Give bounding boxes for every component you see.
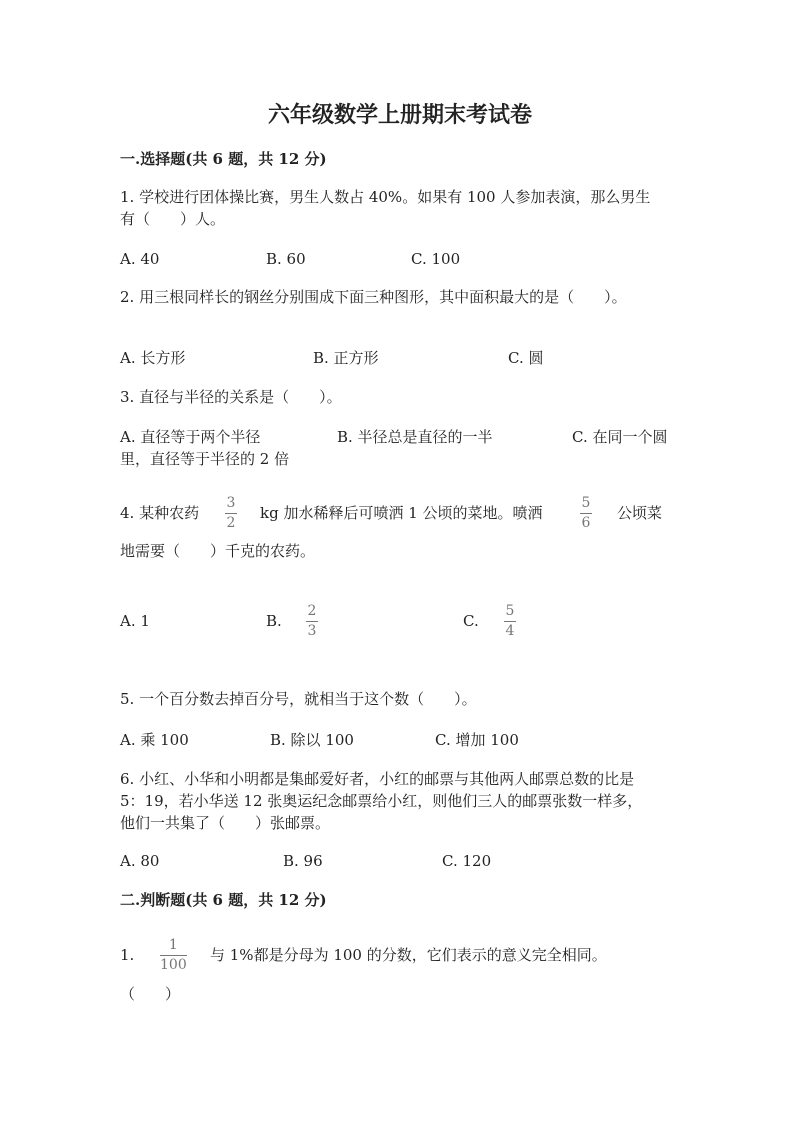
fraction-denominator: 100 — [160, 957, 187, 973]
question-4-text-suffix: 公顷菜 — [617, 504, 663, 522]
fraction-numerator: 5 — [505, 603, 515, 619]
judgment-1-fraction — [160, 937, 187, 974]
fraction-numerator: 2 — [307, 603, 317, 619]
question-2-option-a: A. 长方形 — [120, 349, 186, 367]
fraction-bar — [160, 955, 187, 956]
judgment-1-text: 与 1%都是分母为 100 的分数，它们表示的意义完全相同。 — [210, 946, 607, 964]
section-heading-judgment: 二.判断题(共 6 题，共 12 分) — [120, 891, 327, 909]
question-3-option-c-cont: 里，直径等于半径的 2 倍 — [120, 450, 290, 468]
question-5-option-c: C. 增加 100 — [435, 731, 519, 749]
question-6-text-cont-2: 他们一共集了（ ）张邮票。 — [120, 814, 331, 832]
page-title: 六年级数学上册期末考试卷 — [267, 102, 532, 128]
question-4-option-c: C. — [463, 612, 479, 630]
judgment-1-answer-paren: （ ） — [120, 985, 181, 1003]
question-4-option-c-fraction — [504, 603, 516, 640]
fraction-bar — [306, 621, 318, 622]
fraction-denominator: 3 — [307, 623, 317, 639]
question-4-option-a: A. 1 — [120, 612, 150, 630]
question-5-option-a: A. 乘 100 — [120, 731, 189, 749]
question-1-text: 1. 学校进行团体操比赛，男生人数占 40%。如果有 100 人参加表演，那么男生 — [120, 188, 651, 206]
question-4-text-prefix: 4. 某种农药 — [120, 504, 200, 522]
question-6-option-b: B. 96 — [283, 852, 323, 870]
fraction-numerator: 5 — [581, 495, 591, 511]
question-4-option-b: B. — [266, 612, 282, 630]
question-3-option-a: A. 直径等于两个半径 — [120, 428, 261, 446]
question-1-option-a: A. 40 — [120, 250, 160, 268]
fraction-bar — [580, 513, 592, 514]
question-4-text-cont: 地需要（ ）千克的农药。 — [120, 542, 316, 560]
fraction-denominator: 4 — [505, 623, 515, 639]
question-4-text-mid: kg 加水稀释后可喷洒 1 公顷的菜地。喷洒 — [260, 504, 543, 522]
question-4-option-b-fraction — [306, 603, 318, 640]
question-4-fraction-1 — [225, 495, 237, 532]
question-6-option-a: A. 80 — [120, 852, 160, 870]
question-1-option-b: B. 60 — [266, 250, 306, 268]
question-5-option-b: B. 除以 100 — [270, 731, 354, 749]
question-3-option-b: B. 半径总是直径的一半 — [337, 428, 493, 446]
question-2-option-c: C. 圆 — [508, 349, 544, 367]
fraction-denominator: 6 — [581, 515, 591, 531]
judgment-1-number: 1. — [120, 946, 135, 964]
question-4-fraction-2 — [580, 495, 592, 532]
question-2-option-b: B. 正方形 — [313, 349, 379, 367]
question-1-text-cont: 有（ ）人。 — [120, 210, 226, 228]
question-2-text: 2. 用三根同样长的钢丝分别围成下面三种图形，其中面积最大的是（ ）。 — [120, 288, 627, 306]
fraction-bar — [504, 621, 516, 622]
question-1-option-c: C. 100 — [411, 250, 461, 268]
question-6-option-c: C. 120 — [442, 852, 492, 870]
fraction-numerator: 3 — [226, 495, 236, 511]
question-5-text: 5. 一个百分数去掉百分号，就相当于这个数（ ）。 — [120, 690, 477, 708]
fraction-bar — [225, 513, 237, 514]
fraction-denominator: 2 — [226, 515, 236, 531]
fraction-numerator: 1 — [168, 937, 178, 953]
section-heading-choice: 一.选择题(共 6 题，共 12 分) — [120, 150, 327, 168]
question-3-option-c: C. 在同一个圆 — [572, 428, 668, 446]
question-6-text-cont-1: 5：19，若小华送 12 张奥运纪念邮票给小红，则他们三人的邮票张数一样多， — [120, 792, 643, 810]
question-3-text: 3. 直径与半径的关系是（ ）。 — [120, 388, 342, 406]
question-6-text: 6. 小红、小华和小明都是集邮爱好者，小红的邮票与其他两人邮票总数的比是 — [120, 770, 635, 788]
